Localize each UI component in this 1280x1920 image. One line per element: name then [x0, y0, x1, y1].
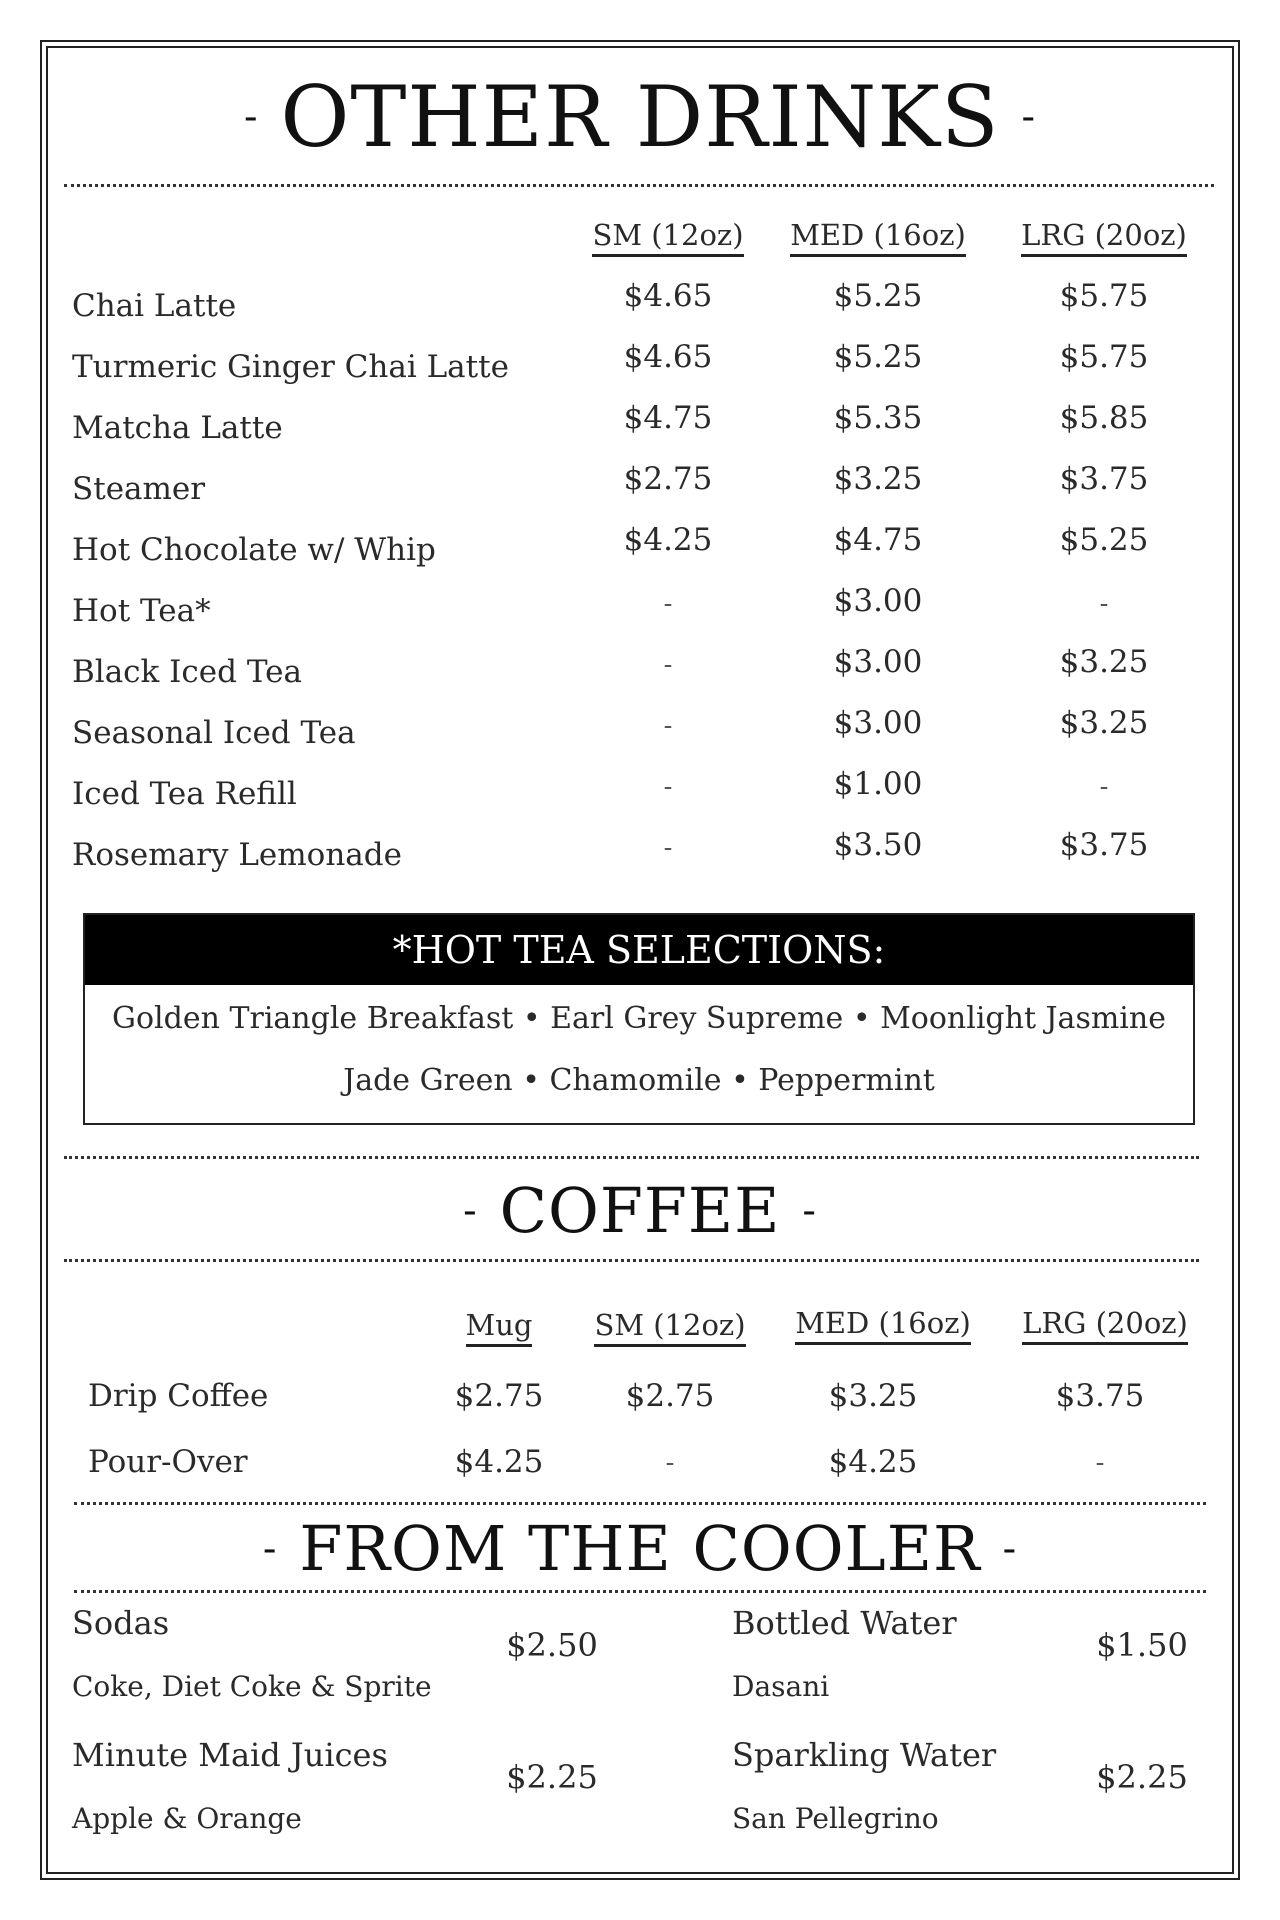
- coffee-item-name: Drip Coffee: [88, 1378, 269, 1414]
- cooler-item-subtitle: San Pellegrino: [732, 1802, 939, 1835]
- cooler-item-price: $2.25: [1096, 1758, 1188, 1796]
- cooler-item-price: $2.50: [506, 1626, 598, 1664]
- price-sm: -: [663, 589, 673, 619]
- price-lrg: $3.75: [1059, 827, 1149, 863]
- price-med: $3.50: [833, 827, 923, 863]
- menu-item-name: Chai Latte: [72, 288, 237, 324]
- menu-item-name: Steamer: [72, 471, 206, 507]
- divider-dotted: [74, 1590, 1206, 1593]
- price-med: $5.35: [833, 400, 923, 436]
- menu-item-name: Hot Chocolate w/ Whip: [72, 532, 436, 568]
- price-med: $4.75: [833, 522, 923, 558]
- price-sm: $4.65: [623, 278, 713, 314]
- col-head-mug: Mug: [419, 1308, 579, 1347]
- coffee-price-med: $3.25: [828, 1378, 918, 1414]
- coffee-price-mug: $4.25: [454, 1444, 544, 1480]
- price-sm: $4.25: [623, 522, 713, 558]
- menu-item-name: Rosemary Lemonade: [72, 837, 402, 873]
- price-med: $3.00: [833, 644, 923, 680]
- menu-item-name: Matcha Latte: [72, 410, 283, 446]
- cooler-item-name: Bottled Water: [732, 1604, 957, 1642]
- col-head-coffee-lrg: LRG (20oz): [1000, 1306, 1210, 1345]
- price-sm: -: [663, 711, 673, 741]
- price-sm: -: [663, 833, 673, 863]
- price-lrg: -: [1099, 772, 1109, 802]
- coffee-title-text: COFFEE: [499, 1174, 781, 1247]
- menu-item-name: Seasonal Iced Tea: [72, 715, 356, 751]
- title-dash-right: -: [1021, 94, 1037, 140]
- divider-dotted: [64, 1259, 1199, 1262]
- price-med: $5.25: [833, 339, 923, 375]
- menu-item-name: Black Iced Tea: [72, 654, 302, 690]
- title-dash-left: -: [262, 1525, 278, 1572]
- price-sm: $4.65: [623, 339, 713, 375]
- cooler-item-price: $1.50: [1096, 1626, 1188, 1664]
- price-lrg: $3.25: [1059, 644, 1149, 680]
- cooler-title: [46, 1512, 1234, 1585]
- coffee-price-sm: $2.75: [625, 1378, 715, 1414]
- cooler-item-subtitle: Coke, Diet Coke & Sprite: [72, 1670, 432, 1703]
- divider-dotted: [64, 184, 1214, 187]
- divider-dotted: [64, 1156, 1199, 1159]
- price-sm: $4.75: [623, 400, 713, 436]
- price-med: $3.00: [833, 705, 923, 741]
- price-med: $3.25: [833, 461, 923, 497]
- title-dash-right: -: [802, 1187, 817, 1234]
- col-head-coffee-sm: SM (12oz): [580, 1308, 760, 1347]
- cooler-item-subtitle: Dasani: [732, 1670, 830, 1703]
- price-lrg: $5.75: [1059, 339, 1149, 375]
- price-lrg: $5.75: [1059, 278, 1149, 314]
- title-dash-right: -: [1002, 1525, 1018, 1572]
- col-head-med: MED (16oz): [778, 218, 978, 257]
- hot-tea-heading: *HOT TEA SELECTIONS:: [85, 915, 1193, 985]
- hot-tea-line-2: Jade Green • Chamomile • Peppermint: [343, 1063, 935, 1098]
- price-med: $5.25: [833, 278, 923, 314]
- title-dash-left: -: [463, 1187, 478, 1234]
- coffee-price-med: $4.25: [828, 1444, 918, 1480]
- cooler-item-subtitle: Apple & Orange: [72, 1802, 302, 1835]
- hot-tea-box: [83, 913, 1195, 1125]
- coffee-price-sm: -: [665, 1448, 675, 1478]
- cooler-item-name: Sodas: [72, 1604, 170, 1642]
- title-dash-left: -: [243, 94, 259, 140]
- price-sm: -: [663, 772, 673, 802]
- menu-item-name: Hot Tea*: [72, 593, 211, 629]
- price-sm: -: [663, 650, 673, 680]
- cooler-item-name: Minute Maid Juices: [72, 1736, 388, 1774]
- coffee-price-mug: $2.75: [454, 1378, 544, 1414]
- coffee-item-name: Pour-Over: [88, 1444, 248, 1480]
- coffee-price-lrg: $3.75: [1055, 1378, 1145, 1414]
- divider-dotted: [74, 1502, 1206, 1505]
- price-lrg: $5.25: [1059, 522, 1149, 558]
- price-lrg: -: [1099, 589, 1109, 619]
- price-lrg: $3.25: [1059, 705, 1149, 741]
- col-head-coffee-med: MED (16oz): [778, 1306, 988, 1345]
- price-med: $1.00: [833, 766, 923, 802]
- cooler-item-name: Sparkling Water: [732, 1736, 997, 1774]
- other-drinks-title: [46, 68, 1234, 166]
- menu-item-name: Turmeric Ginger Chai Latte: [72, 349, 509, 385]
- coffee-price-lrg: -: [1095, 1448, 1105, 1478]
- price-lrg: $5.85: [1059, 400, 1149, 436]
- menu-item-name: Iced Tea Refill: [72, 776, 297, 812]
- coffee-title: [46, 1174, 1234, 1247]
- hot-tea-line-1: Golden Triangle Breakfast • Earl Grey Supreme • Moonlight Jasmine: [112, 1001, 1166, 1036]
- col-head-lrg: LRG (20oz): [1004, 218, 1204, 257]
- cooler-title-text: FROM THE COOLER: [299, 1512, 981, 1585]
- price-lrg: $3.75: [1059, 461, 1149, 497]
- cooler-item-price: $2.25: [506, 1758, 598, 1796]
- price-sm: $2.75: [623, 461, 713, 497]
- other-drinks-title-text: OTHER DRINKS: [280, 68, 1000, 166]
- col-head-sm: SM (12oz): [568, 218, 768, 257]
- price-med: $3.00: [833, 583, 923, 619]
